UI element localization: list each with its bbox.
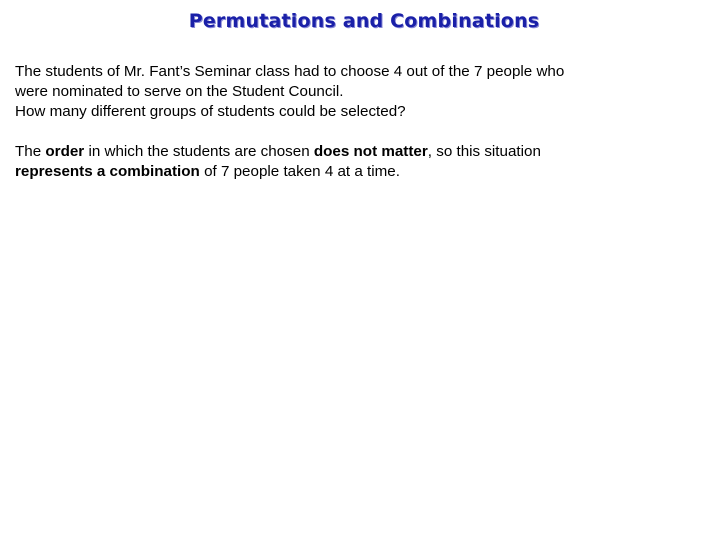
explanation-text-1: The [15, 143, 46, 160]
explanation-bold-order: order [45, 143, 85, 160]
slide-title: Permutations and Combinations [188, 10, 540, 32]
explanation-text-4: of 7 people taken 4 at a time. [199, 163, 400, 180]
problem-line-3: How many different groups of students could be selected? [15, 103, 406, 120]
explanation-text-3: , so this situation [427, 143, 541, 160]
problem-statement [15, 62, 715, 122]
explanation [15, 142, 715, 182]
problem-line-1: The students of Mr. Fant’s Seminar class had to choose 4 out of the 7 people who [15, 63, 565, 80]
explanation-bold-represents-combination: represents a combination [15, 163, 200, 180]
problem-line-2: were nominated to serve on the Student Council. [15, 83, 344, 100]
explanation-text-2: in which the students are chosen [84, 143, 314, 160]
slide-body [15, 62, 715, 182]
explanation-bold-does-not-matter: does not matter [313, 143, 428, 160]
